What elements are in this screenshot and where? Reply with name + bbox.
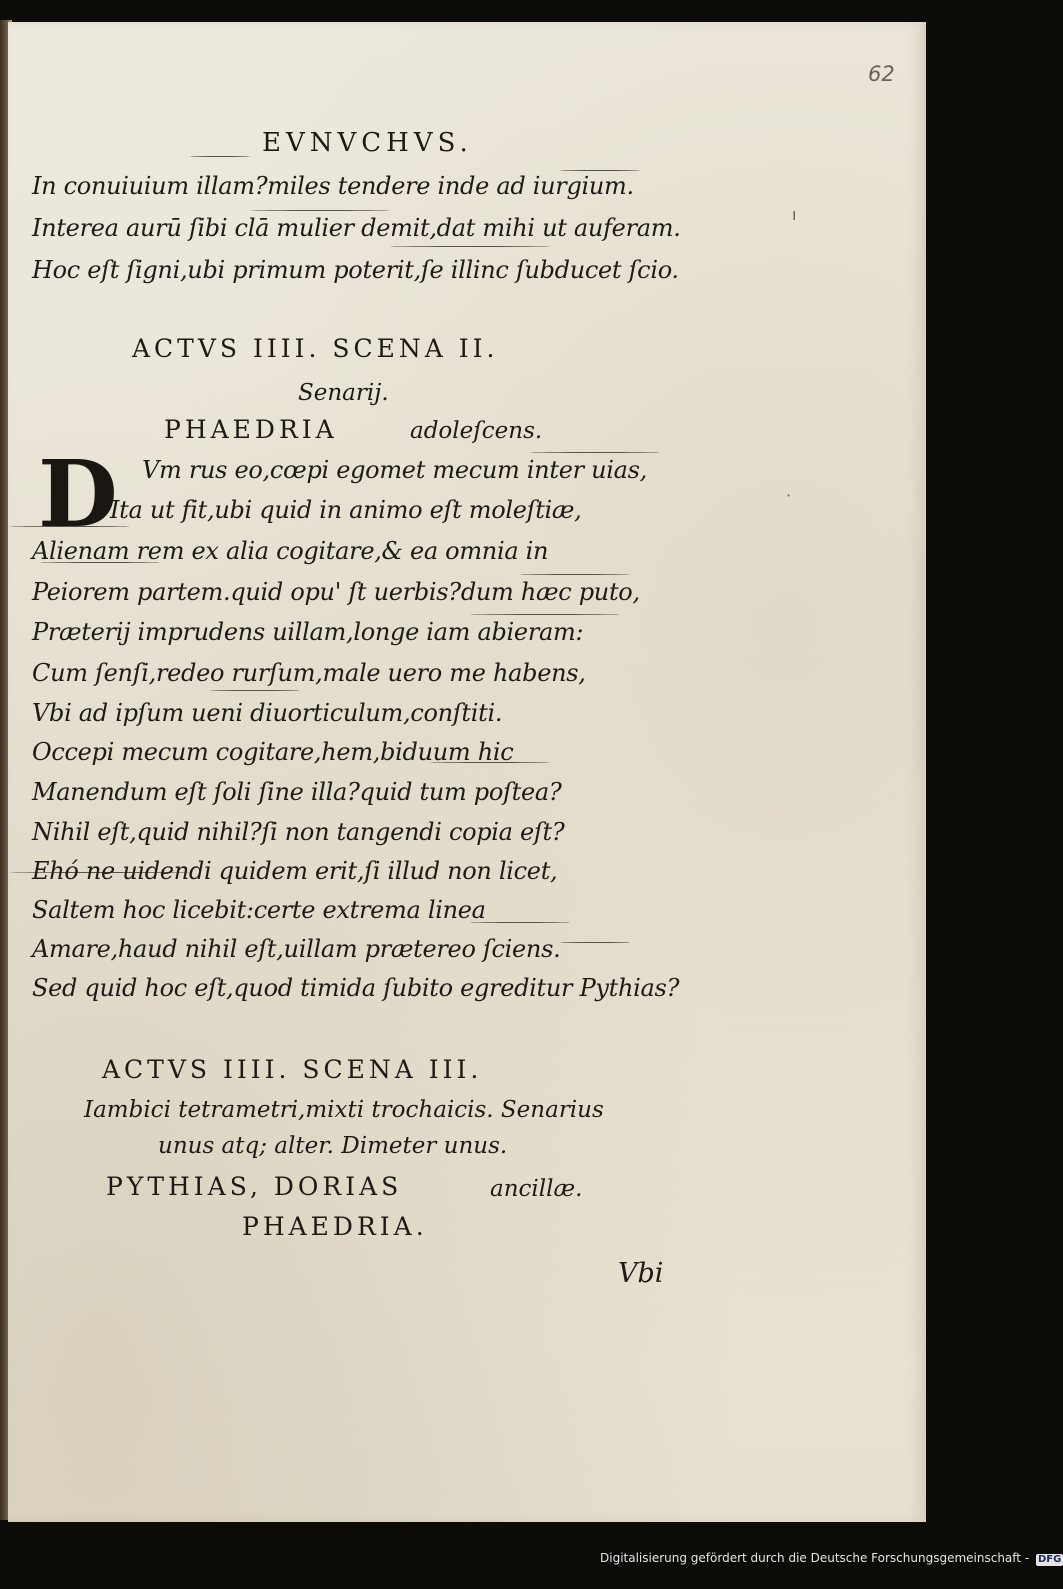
handwritten-mark	[470, 614, 620, 615]
book-page	[8, 22, 926, 1522]
act-scene-heading: ACTVS IIII. SCENA III.	[102, 1055, 483, 1084]
verse-line: Sed quid hoc eſt,quod timida ſubito egreditur Pythias?	[32, 974, 680, 1002]
handwritten-mark	[40, 562, 160, 563]
verse-line: Amare,haud nihil eſt,uillam prætereo ſciens.	[32, 935, 561, 963]
verse-line: Hoc eſt ſigni,ubi primum poterit,ſe illinc ſubducet ſcio.	[32, 256, 679, 284]
verse-line: Ita ut fit,ubi quid in animo eſt moleſtiæ,	[110, 496, 582, 524]
meter-note: unus atq; alter. Dimeter unus.	[158, 1133, 508, 1159]
speaker-role: adoleſcens.	[410, 418, 543, 444]
handwritten-mark	[210, 690, 300, 691]
handwritten-mark	[430, 762, 550, 763]
verse-line: Alienam rem ex alia cogitare,& ea omnia in	[32, 537, 549, 565]
handwritten-mark	[190, 156, 250, 157]
digitization-credit	[600, 1551, 1063, 1566]
handwritten-mark	[470, 922, 570, 923]
speaker-name: PHAEDRIA	[164, 415, 338, 444]
speaker-role: ancillæ.	[490, 1176, 583, 1202]
handwritten-mark	[250, 210, 390, 211]
running-head: EVNVCHVS.	[262, 128, 473, 158]
meter-note: Iambici tetrametri,mixti trochaicis. Senarius	[84, 1097, 604, 1123]
handwritten-mark	[520, 574, 630, 575]
speaker-names: PYTHIAS, DORIAS	[106, 1172, 403, 1201]
credit-text: Digitalisierung gefördert durch die Deutsche Forschungsgemeinschaft -	[600, 1551, 1030, 1565]
verse-line: Cum ſenſi,redeo rurſum,male uero me habens,	[32, 659, 586, 687]
verse-line: Manendum eſt ſoli ſine illa?quid tum poſtea?	[32, 778, 562, 806]
margin-mark: ı	[792, 205, 797, 224]
folio-number: 62	[868, 62, 895, 86]
verse-line: Interea aurū ſibi clā mulier demit,dat mihi ut auferam.	[32, 214, 681, 242]
handwritten-mark	[560, 170, 640, 171]
speaker-name: PHAEDRIA.	[242, 1212, 428, 1241]
verse-line: Saltem hoc licebit:certe extrema linea	[32, 896, 486, 924]
handwritten-mark	[560, 942, 630, 943]
dfg-logo: DFG	[1037, 1554, 1062, 1565]
handwritten-mark	[390, 246, 550, 247]
verse-line: Ehó ne uidendi quidem erit,ſi illud non licet,	[32, 857, 558, 885]
verse-line: Occepi mecum cogitare,hem,biduum hic	[32, 738, 514, 766]
margin-mark: ·	[786, 486, 792, 505]
verse-line: Nihil eſt,quid nihil?ſi non tangendi copia eſt?	[32, 818, 565, 846]
catchword: Vbi	[618, 1258, 664, 1289]
verse-line: Vm rus eo,cœpi egomet mecum inter uias,	[142, 456, 647, 484]
meter-note: Senarij.	[298, 380, 389, 406]
verse-line: Peiorem partem.quid opu' ſt uerbis?dum hæc puto,	[32, 578, 640, 606]
verse-line: Præterij imprudens uillam,longe iam abieram:	[32, 618, 584, 646]
verse-line: In conuiuium illam?miles tendere inde ad iurgium.	[32, 172, 634, 200]
handwritten-mark	[10, 872, 190, 873]
drop-capital: D	[38, 440, 118, 548]
handwritten-mark	[530, 452, 660, 453]
verse-line: Vbi ad ipſum ueni diuorticulum,conſtiti.	[32, 699, 503, 727]
handwritten-mark	[10, 526, 130, 527]
act-scene-heading: ACTVS IIII. SCENA II.	[132, 334, 499, 363]
